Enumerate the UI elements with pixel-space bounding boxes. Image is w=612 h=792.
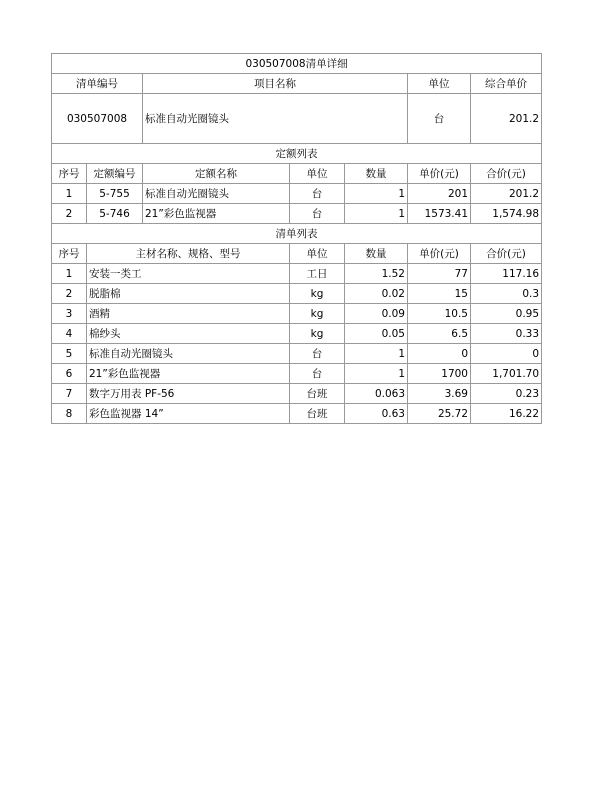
material-total: 1,701.70 — [471, 364, 542, 384]
material-unit-price: 10.5 — [408, 304, 471, 324]
material-unit: kg — [290, 304, 345, 324]
material-unit: 台班 — [290, 384, 345, 404]
material-qty: 1 — [345, 364, 408, 384]
item-unit: 台 — [408, 94, 471, 144]
quota-header-qty: 数量 — [345, 164, 408, 184]
materials-section-title: 清单列表 — [52, 224, 542, 244]
header-name: 项目名称 — [143, 74, 408, 94]
quota-unit: 台 — [290, 184, 345, 204]
material-unit-price: 15 — [408, 284, 471, 304]
item-code: 030507008 — [52, 94, 143, 144]
materials-header-row — [52, 244, 542, 264]
material-name: 棉纱头 — [87, 324, 290, 344]
material-unit-price: 3.69 — [408, 384, 471, 404]
material-unit: kg — [290, 284, 345, 304]
material-row — [52, 304, 542, 324]
materials-header-total: 合价(元) — [471, 244, 542, 264]
header-code: 清单编号 — [52, 74, 143, 94]
item-name: 标准自动光圈镜头 — [143, 94, 408, 144]
materials-header-unit-price: 单价(元) — [408, 244, 471, 264]
material-unit: 台班 — [290, 404, 345, 424]
material-total: 16.22 — [471, 404, 542, 424]
material-name: 21”彩色监视器 — [87, 364, 290, 384]
quota-header-name: 定额名称 — [143, 164, 290, 184]
table-title: 030507008清单详细 — [52, 54, 542, 74]
quota-header-unit-price: 单价(元) — [408, 164, 471, 184]
detail-table — [51, 53, 542, 424]
material-name: 彩色监视器 14” — [87, 404, 290, 424]
quota-unit: 台 — [290, 204, 345, 224]
material-unit-price: 6.5 — [408, 324, 471, 344]
material-row — [52, 384, 542, 404]
material-row — [52, 404, 542, 424]
quota-name: 21”彩色监视器 — [143, 204, 290, 224]
material-seq: 1 — [52, 264, 87, 284]
quota-unit-price: 201 — [408, 184, 471, 204]
materials-header-seq: 序号 — [52, 244, 87, 264]
quota-name: 标准自动光圈镜头 — [143, 184, 290, 204]
material-unit-price: 77 — [408, 264, 471, 284]
material-qty: 0.63 — [345, 404, 408, 424]
material-qty: 0.02 — [345, 284, 408, 304]
header-price: 综合单价 — [471, 74, 542, 94]
material-unit-price: 1700 — [408, 364, 471, 384]
item-price: 201.2 — [471, 94, 542, 144]
material-total: 0.33 — [471, 324, 542, 344]
materials-header-unit: 单位 — [290, 244, 345, 264]
material-total: 117.16 — [471, 264, 542, 284]
material-qty: 1 — [345, 344, 408, 364]
materials-header-name: 主材名称、规格、型号 — [87, 244, 290, 264]
quota-total: 201.2 — [471, 184, 542, 204]
material-qty: 0.05 — [345, 324, 408, 344]
quota-qty: 1 — [345, 204, 408, 224]
material-total: 0.95 — [471, 304, 542, 324]
material-seq: 2 — [52, 284, 87, 304]
material-seq: 7 — [52, 384, 87, 404]
material-name: 标准自动光圈镜头 — [87, 344, 290, 364]
material-row — [52, 344, 542, 364]
material-unit: kg — [290, 324, 345, 344]
material-seq: 6 — [52, 364, 87, 384]
material-unit: 台 — [290, 344, 345, 364]
material-unit-price: 25.72 — [408, 404, 471, 424]
material-qty: 0.09 — [345, 304, 408, 324]
material-name: 脱脂棉 — [87, 284, 290, 304]
header-unit: 单位 — [408, 74, 471, 94]
material-row — [52, 264, 542, 284]
material-name: 酒精 — [87, 304, 290, 324]
quota-header-seq: 序号 — [52, 164, 87, 184]
material-seq: 4 — [52, 324, 87, 344]
material-total: 0 — [471, 344, 542, 364]
material-row — [52, 284, 542, 304]
material-row — [52, 364, 542, 384]
material-seq: 8 — [52, 404, 87, 424]
quota-row — [52, 184, 542, 204]
material-unit: 台 — [290, 364, 345, 384]
quota-header-total: 合价(元) — [471, 164, 542, 184]
material-seq: 5 — [52, 344, 87, 364]
material-total: 0.3 — [471, 284, 542, 304]
quota-row — [52, 204, 542, 224]
material-qty: 1.52 — [345, 264, 408, 284]
quota-header-unit: 单位 — [290, 164, 345, 184]
quota-code: 5-755 — [87, 184, 143, 204]
material-unit-price: 0 — [408, 344, 471, 364]
quota-header-row — [52, 164, 542, 184]
material-qty: 0.063 — [345, 384, 408, 404]
material-name: 安装一类工 — [87, 264, 290, 284]
materials-header-qty: 数量 — [345, 244, 408, 264]
material-unit: 工日 — [290, 264, 345, 284]
quota-section-title: 定额列表 — [52, 144, 542, 164]
material-total: 0.23 — [471, 384, 542, 404]
quota-seq: 1 — [52, 184, 87, 204]
quota-seq: 2 — [52, 204, 87, 224]
material-seq: 3 — [52, 304, 87, 324]
quota-total: 1,574.98 — [471, 204, 542, 224]
quota-unit-price: 1573.41 — [408, 204, 471, 224]
material-name: 数字万用表 PF-56 — [87, 384, 290, 404]
material-row — [52, 324, 542, 344]
quota-qty: 1 — [345, 184, 408, 204]
quota-header-code: 定额编号 — [87, 164, 143, 184]
quota-code: 5-746 — [87, 204, 143, 224]
